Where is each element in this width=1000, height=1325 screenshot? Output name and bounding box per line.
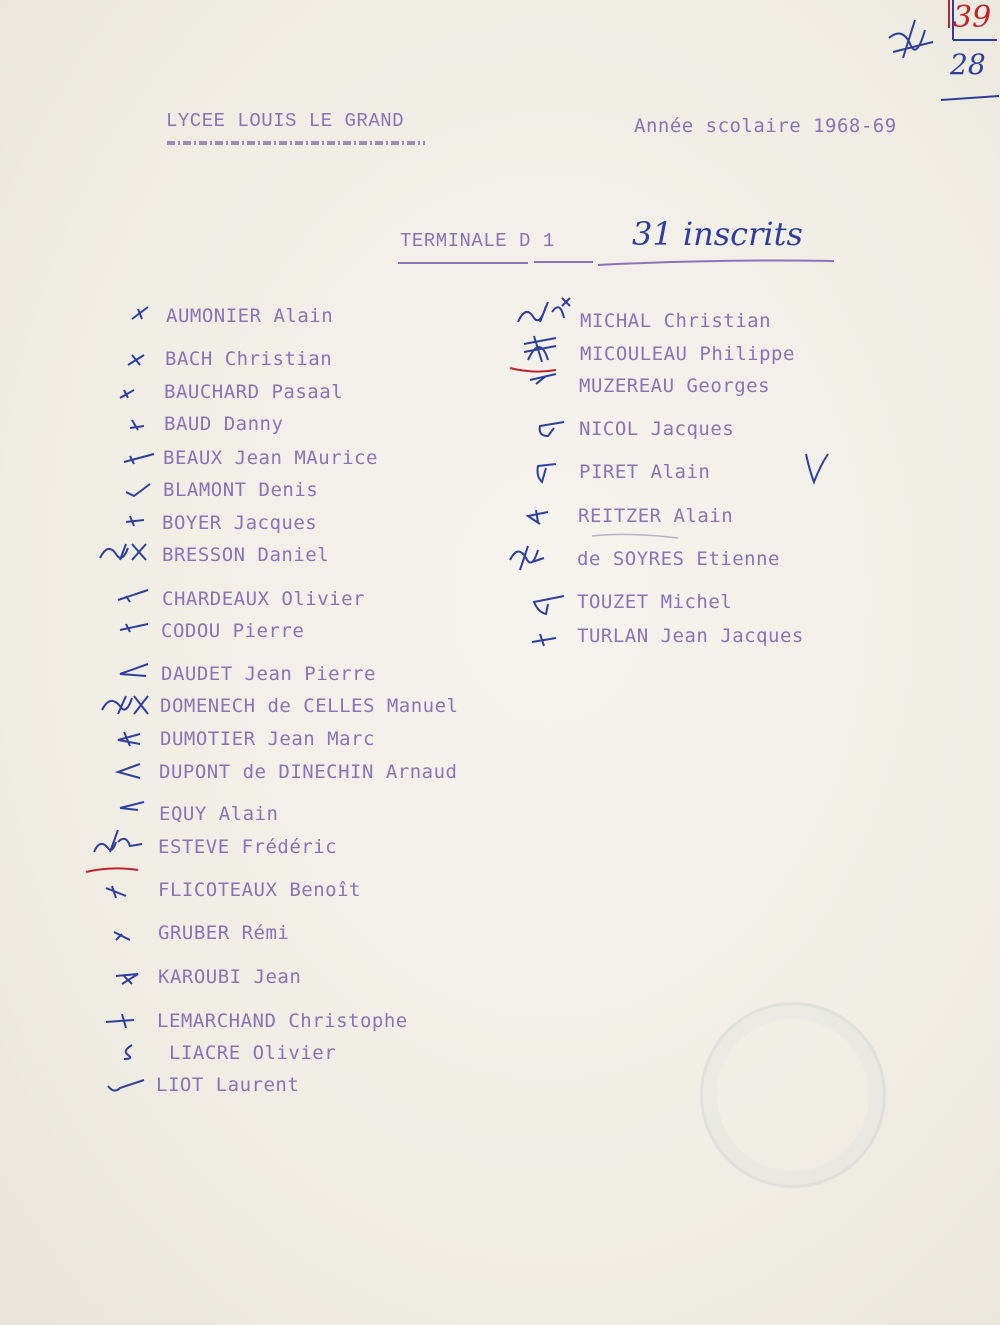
student-row: BAUCHARD Pasaal [164, 381, 344, 403]
absent-scribble-icon [100, 692, 152, 718]
corner-lines [935, 0, 1000, 105]
student-row: FLICOTEAUX Benoît [158, 879, 361, 901]
student-row: CODOU Pierre [161, 620, 305, 642]
checkmark-icon [120, 1043, 136, 1061]
checkmark-icon [530, 632, 558, 648]
student-row: MUZEREAU Georges [579, 375, 771, 397]
student-row: LIOT Laurent [156, 1074, 300, 1096]
absent-scribble-icon [516, 294, 572, 328]
checkmark-icon [104, 884, 128, 900]
absent-scribble-icon [98, 540, 150, 566]
student-row: REITZER Alain [578, 505, 734, 527]
class-title-underline [398, 257, 838, 271]
checkmark-icon [122, 450, 156, 468]
student-row: CHARDEAUX Olivier [162, 588, 365, 610]
absent-scribble-icon [92, 828, 144, 858]
student-row: PIRET Alain [579, 461, 711, 483]
checkmark-icon [128, 418, 148, 434]
checkmark-icon [116, 730, 142, 748]
student-row: de SOYRES Etienne [577, 548, 780, 570]
student-row: MICHAL Christian [580, 310, 772, 332]
red-underline-mark [84, 864, 140, 876]
student-row: NICOL Jacques [579, 418, 735, 440]
student-row: GRUBER Rémi [158, 922, 290, 944]
checkmark-icon [118, 620, 150, 636]
checkmark-icon [116, 588, 150, 606]
checkmark-icon [118, 386, 138, 402]
checkmark-icon [118, 662, 150, 680]
student-row: TOUZET Michel [577, 591, 733, 613]
student-row: BAUD Danny [164, 413, 284, 435]
school-name: LYCEE LOUIS LE GRAND [166, 110, 405, 132]
checkmark-icon [526, 508, 550, 526]
student-row: MICOULEAU Philippe [580, 343, 795, 365]
student-row: BRESSON Daniel [162, 544, 330, 566]
corner-total-blue: 28 [950, 48, 986, 81]
checkmark-icon [126, 351, 146, 369]
student-row: TURLAN Jean Jacques [577, 625, 804, 647]
student-row: LIACRE Olivier [169, 1042, 337, 1064]
student-row: AUMONIER Alain [166, 305, 334, 327]
student-row: DUMOTIER Jean Marc [160, 728, 375, 750]
checkmark-icon [124, 514, 146, 530]
pencil-underline-mark [590, 530, 680, 542]
school-underline [167, 141, 425, 145]
absent-scribble-icon [520, 334, 560, 364]
student-row: DUPONT de DINECHIN Arnaud [159, 761, 458, 783]
checkmark-icon [106, 1078, 146, 1098]
checkmark-icon [114, 970, 140, 988]
student-row: DAUDET Jean Pierre [161, 663, 376, 685]
checkmark-icon [804, 452, 830, 484]
student-row: BACH Christian [165, 348, 333, 370]
student-row: BLAMONT Denis [163, 479, 319, 501]
checkmark-icon [130, 305, 150, 323]
class-title: TERMINALE D 1 [400, 230, 555, 252]
student-row: ESTEVE Frédéric [158, 836, 338, 858]
corner-total-red: 39 [953, 0, 992, 35]
faint-stamp [700, 1002, 886, 1188]
student-row: EQUY Alain [159, 803, 279, 825]
student-row: LEMARCHAND Christophe [157, 1010, 408, 1032]
checkmark-icon [118, 800, 146, 814]
checkmark-icon [528, 370, 558, 386]
checkmark-icon [534, 462, 558, 484]
checkmark-icon [104, 1012, 136, 1030]
enrolled-note: 31 inscrits [632, 215, 803, 253]
student-row: BEAUX Jean MAurice [163, 447, 378, 469]
student-row: KAROUBI Jean [158, 966, 302, 988]
absent-scribble-icon [506, 540, 546, 574]
checkmark-icon [536, 420, 566, 440]
checkmark-icon [116, 762, 142, 780]
checkmark-icon [124, 482, 152, 500]
checkmark-icon [112, 928, 132, 944]
student-row: DOMENECH de CELLES Manuel [160, 695, 459, 717]
school-year: Année scolaire 1968-69 [634, 115, 897, 137]
checkmark-icon [530, 594, 566, 616]
student-row: BOYER Jacques [162, 512, 318, 534]
